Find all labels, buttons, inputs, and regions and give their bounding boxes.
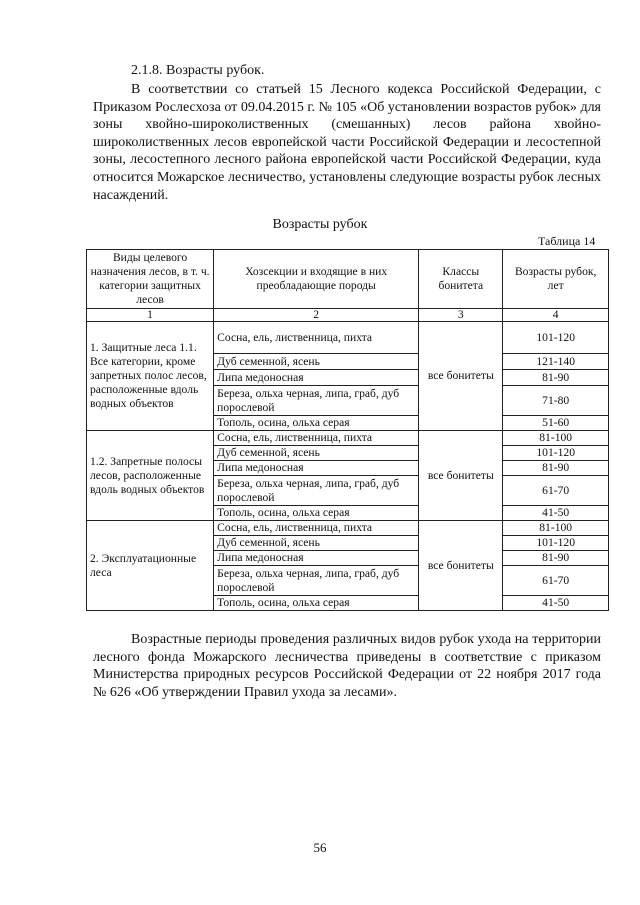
age-cell: 41-50 bbox=[503, 596, 609, 611]
age-cell: 81-90 bbox=[503, 551, 609, 566]
header-forest-purpose: Виды целевого назначения лесов, в т. ч. категории защитных лесов bbox=[87, 250, 214, 309]
column-number: 1 bbox=[87, 309, 214, 322]
table-row bbox=[87, 521, 609, 536]
table-title: Возрасты рубок bbox=[272, 217, 368, 232]
age-cell: 61-70 bbox=[503, 566, 609, 596]
age-cell: 101-120 bbox=[503, 322, 609, 354]
cutting-ages-table bbox=[86, 249, 609, 611]
species-cell: Тополь, осина, ольха серая bbox=[214, 416, 419, 431]
species-cell: Липа медоносная bbox=[214, 370, 419, 386]
species-cell: Тополь, осина, ольха серая bbox=[214, 506, 419, 521]
age-cell: 121-140 bbox=[503, 354, 609, 370]
age-cell: 81-100 bbox=[503, 521, 609, 536]
bonitet-cell: все бонитеты bbox=[419, 431, 503, 521]
bonitet-cell: все бонитеты bbox=[419, 521, 503, 611]
age-cell: 101-120 bbox=[503, 446, 609, 461]
forest-category-cell: 2. Эксплуатационные леса bbox=[87, 521, 214, 611]
age-cell: 81-90 bbox=[503, 370, 609, 386]
species-cell: Липа медоносная bbox=[214, 461, 419, 476]
bonitet-cell: все бонитеты bbox=[419, 322, 503, 431]
header-bonitet: Классы бонитета bbox=[419, 250, 503, 309]
forest-category-cell: 1. Защитные леса 1.1. Все категории, кроме запретных полос лесов, расположенные вдоль водных объектов bbox=[87, 322, 214, 431]
table-row bbox=[87, 431, 609, 446]
column-number-row bbox=[87, 309, 609, 322]
age-cell: 51-60 bbox=[503, 416, 609, 431]
header-cutting-age: Возрасты рубок, лет bbox=[503, 250, 609, 309]
species-cell: Береза, ольха черная, липа, граб, дуб порослевой bbox=[214, 386, 419, 416]
species-cell: Береза, ольха черная, липа, граб, дуб порослевой bbox=[214, 476, 419, 506]
species-cell: Тополь, осина, ольха серая bbox=[214, 596, 419, 611]
column-number: 3 bbox=[419, 309, 503, 322]
age-cell: 41-50 bbox=[503, 506, 609, 521]
species-cell: Сосна, ель, лиственница, пихта bbox=[214, 322, 419, 354]
header-species: Хозсекции и входящие в них преобладающие породы bbox=[214, 250, 419, 309]
species-cell: Береза, ольха черная, липа, граб, дуб порослевой bbox=[214, 566, 419, 596]
age-cell: 81-90 bbox=[503, 461, 609, 476]
table-header-row bbox=[87, 250, 609, 309]
age-cell: 71-80 bbox=[503, 386, 609, 416]
table-row bbox=[87, 322, 609, 354]
species-cell: Дуб семенной, ясень bbox=[214, 354, 419, 370]
forest-category-cell: 1.2. Запретные полосы лесов, расположенные вдоль водных объектов bbox=[87, 431, 214, 521]
section-heading: 2.1.8. Возрасты рубок. bbox=[131, 63, 265, 78]
column-number: 2 bbox=[214, 309, 419, 322]
species-cell: Сосна, ель, лиственница, пихта bbox=[214, 431, 419, 446]
page-number: 56 bbox=[313, 840, 327, 855]
age-cell: 81-100 bbox=[503, 431, 609, 446]
species-cell: Дуб семенной, ясень bbox=[214, 446, 419, 461]
age-cell: 61-70 bbox=[503, 476, 609, 506]
column-number: 4 bbox=[503, 309, 609, 322]
closing-paragraph: Возрастные периоды проведения различных видов рубок ухода на территории лесного фонда Можарского лесничества приведены в соответствие с приказом Министерства природных ресурсов Российской Федерации от 22 ноября 2017 года № 626 «Об утверждении Правил ухода за лесами». bbox=[93, 632, 601, 700]
species-cell: Липа медоносная bbox=[214, 551, 419, 566]
age-cell: 101-120 bbox=[503, 536, 609, 551]
intro-paragraph: В соответствии со статьей 15 Лесного кодекса Российской Федерации, с Приказом Рослесхоза от 09.04.2015 г. № 105 «Об установлении возрастов рубок» для зоны хвойно-широколиственных (смешанных) лесов района хвойно-широколиственных лесов европейской части Российской Федерации и лесостепной зоны, лесостепного лесного района европейской части Российской Федерации, куда относится Можарское лесничество, установлены следующие возрасты рубок лесных насаждений. bbox=[93, 82, 601, 203]
species-cell: Сосна, ель, лиственница, пихта bbox=[214, 521, 419, 536]
species-cell: Дуб семенной, ясень bbox=[214, 536, 419, 551]
table-number-label: Таблица 14 bbox=[538, 234, 596, 248]
